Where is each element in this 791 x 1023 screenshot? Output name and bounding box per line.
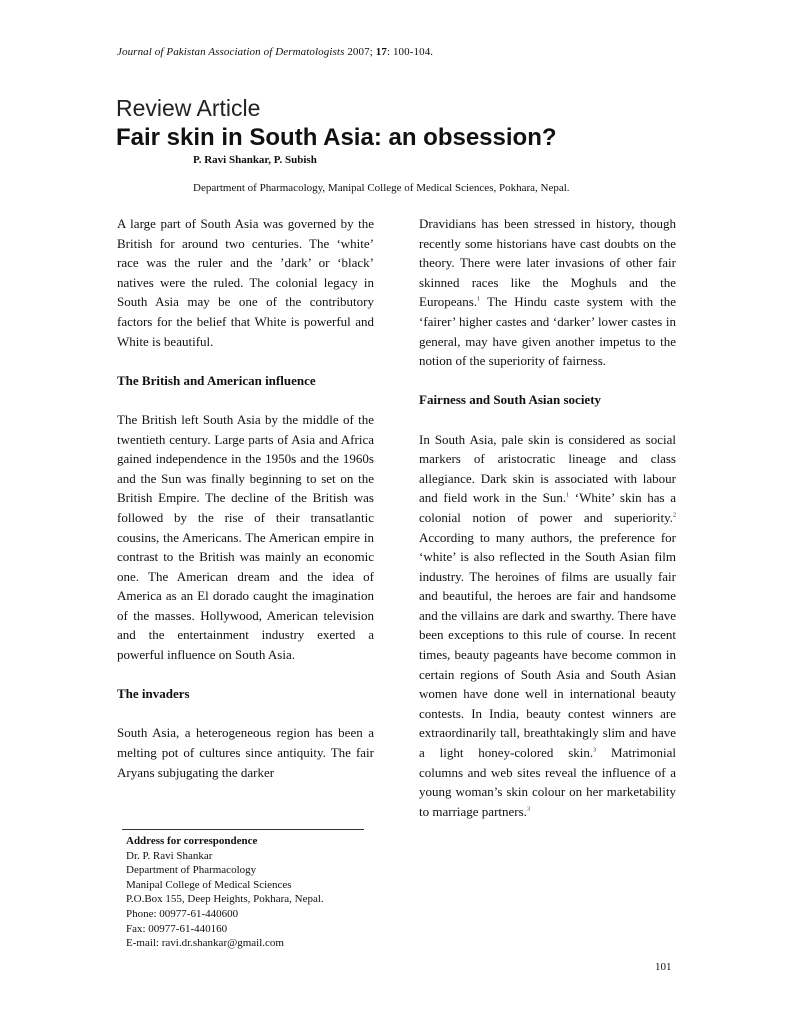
- correspondence-heading: Address for correspondence: [126, 835, 258, 847]
- affiliation: Department of Pharmacology, Manipal College of Medical Sciences, Pokhara, Nepal.: [193, 182, 570, 194]
- correspondence-department: Department of Pharmacology: [126, 864, 257, 877]
- footnote-divider: [122, 829, 364, 830]
- journal-header: [117, 46, 433, 58]
- section-heading-fairness-society: Fairness and South Asian society: [419, 392, 602, 408]
- article-type: Review Article: [116, 95, 261, 121]
- fairness-society-paragraph: [419, 430, 676, 822]
- fairness-text-d: Matrimonial columns and web sites reveal the influence of a young woman’s skin colour on her marketability to marriage partners.: [419, 745, 676, 819]
- invaders-paragraph-start: South Asia, a heterogeneous region has been a melting pot of cultures since antiquity. The fair Aryans subjugating the darker: [117, 725, 374, 780]
- british-american-paragraph: The British left South Asia by the middle of the twentieth century. Large parts of Asia and Africa gained independence in the 1950s and the 1960s and the Sun was finally beginning to set on the British Empire. The decline of the British was followed by the rise of their transatlantic cousins, the Americans. The American empire in contrast to the British was mainly an economic one. The American dream and the idea of America as an El dorado caught the imagination of the masses. Hollywood, American television and the entertainment industry exerted a powerful influence on South Asia.: [117, 411, 374, 663]
- invaders-text-b: The Hindu caste system with the ‘fairer’ higher castes and ‘darker’ lower castes in general, may have given another impetus to the notion of the superiority of fairness.: [419, 294, 676, 369]
- correspondence-college: Manipal College of Medical Sciences: [126, 878, 292, 891]
- invaders-paragraph-continued: [419, 214, 676, 371]
- correspondence-phone: Phone: 00977-61-440600: [126, 907, 239, 920]
- intro-paragraph: A large part of South Asia was governed by the British for around two centuries. The ‘white’ race was the ruler and the ’dark’ or ‘black’ natives were the ruled. The colonial legacy in South Asia may be one of the contributory factors for the belief that White is powerful and White is beautiful.: [117, 216, 374, 349]
- section-heading-british-american: The British and American influence: [117, 372, 316, 388]
- correspondence-postal-address: P.O.Box 155, Deep Heights, Pokhara, Nepal.: [126, 893, 324, 906]
- fairness-text-c: According to many authors, the preference for ‘white’ is also reflected in the South Asian film industry. The heroines of films are usually fair and beautiful, the heroes are fair and handsome and the villains are dark and swarthy. There have been exceptions to this rule of course. In recent times, beauty pageants have become common in certain regions of South Asia and South Asian women have done well in international beauty contests. In India, beauty contest winners are extraordinarily tall, breathtakingly slim and have a light honey-colored skin.: [419, 529, 676, 761]
- reference-marker: 3: [593, 747, 597, 754]
- reference-marker: 1: [566, 492, 570, 499]
- correspondence-name: Dr. P. Ravi Shankar: [126, 849, 213, 862]
- fairness-text-a: In South Asia, pale skin is considered as social markers of aristocratic lineage and class allegiance. Dark skin is associated with labour and field work in the Sun.: [419, 431, 676, 506]
- correspondence-email[interactable]: E-mail: ravi.dr.shankar@gmail.com: [126, 937, 284, 950]
- page-number: 101: [655, 961, 672, 973]
- reference-marker: 2: [673, 512, 676, 519]
- journal-volume: 17: [375, 46, 387, 58]
- left-column: [117, 214, 374, 782]
- journal-year: 2007;: [347, 46, 373, 58]
- reference-marker: 3: [526, 806, 530, 813]
- journal-pages: : 100-104.: [386, 46, 434, 58]
- correspondence-block: [126, 834, 324, 951]
- correspondence-fax: Fax: 00977-61-440160: [126, 922, 228, 935]
- fairness-text-b: ‘White’ skin has a colonial notion of power and superiority.: [419, 490, 676, 525]
- section-heading-invaders: The invaders: [117, 686, 190, 702]
- authors: P. Ravi Shankar, P. Subish: [193, 154, 317, 166]
- journal-name: Journal of Pakistan Association of Dermatologists: [117, 46, 345, 58]
- right-column: [419, 214, 676, 821]
- invaders-text-a: Dravidians has been stressed in history, though recently some historians have cast doubts on the theory. There were later invasions of other fair skinned races like the Moghuls and the Europeans.: [419, 216, 676, 310]
- article-title: Fair skin in South Asia: an obsession?: [116, 124, 557, 151]
- reference-marker: 1: [477, 297, 481, 304]
